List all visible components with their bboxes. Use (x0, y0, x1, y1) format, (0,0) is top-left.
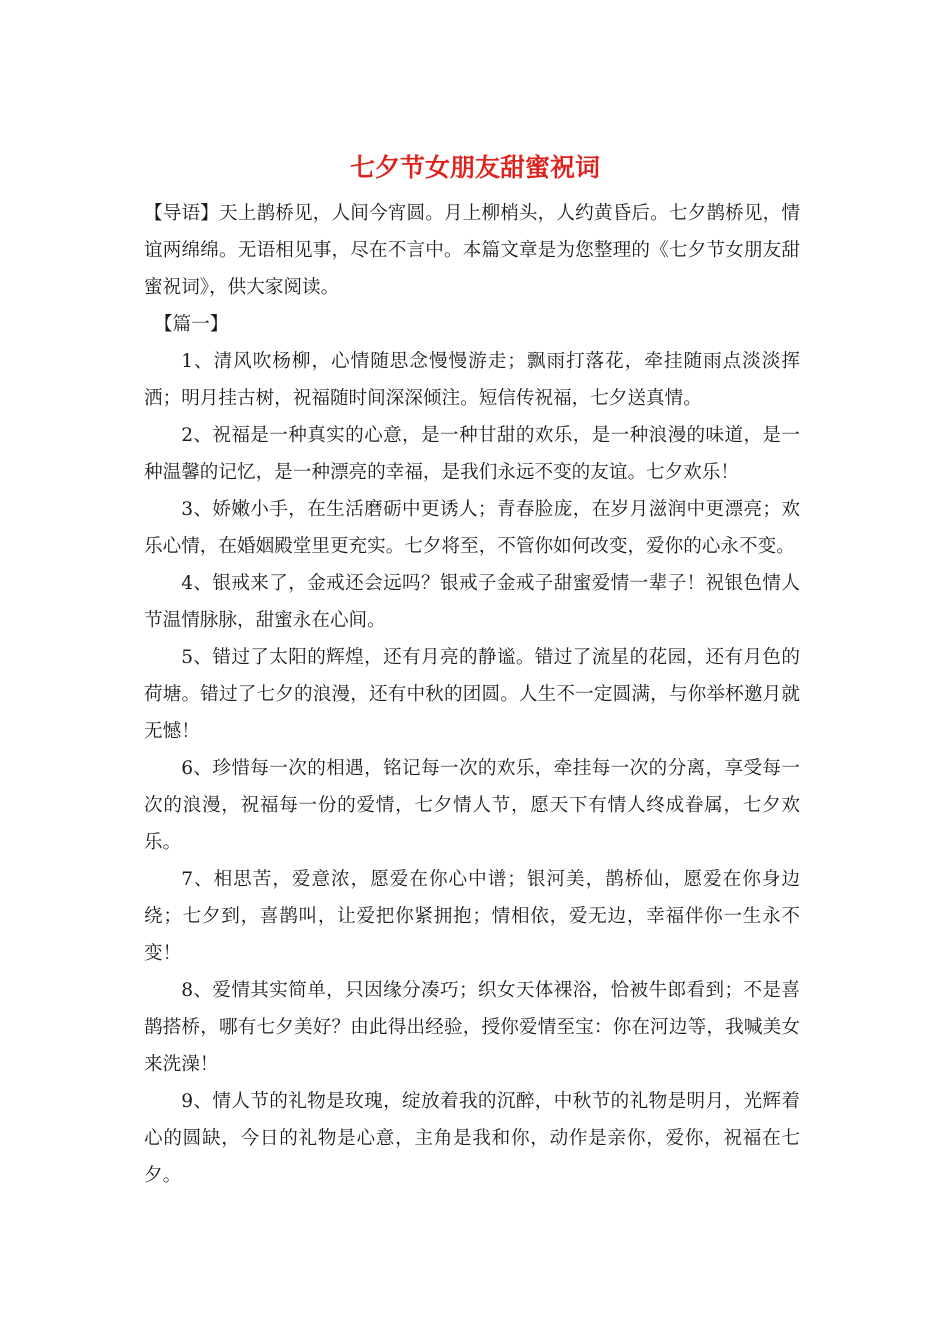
section-heading: 【篇一】 (154, 314, 229, 335)
list-item: 3、娇嫩小手，在生活磨砺中更诱人；青春脸庞，在岁月滋润中更漂亮；欢乐心情，在婚姻殿堂里更充实。七夕将至，不管你如何改变，爱你的心永不变。 (144, 499, 800, 557)
list-item: 2、祝福是一种真实的心意，是一种甘甜的欢乐，是一种浪漫的味道，是一种温馨的记忆，是一种漂亮的幸福，是我们永远不变的友谊。七夕欢乐！ (144, 425, 800, 483)
list-item: 1、清风吹杨柳，心情随思念慢慢游走；飘雨打落花，牵挂随雨点淡淡挥洒；明月挂古树，祝福随时间深深倾注。短信传祝福，七夕送真情。 (144, 351, 800, 409)
list-item: 9、情人节的礼物是玫瑰，绽放着我的沉醉，中秋节的礼物是明月，光辉着心的圆缺，今日的礼物是心意，主角是我和你，动作是亲你，爱你，祝福在七夕。 (144, 1091, 800, 1186)
document-title: 七夕节女朋友甜蜜祝词 (349, 153, 600, 182)
list-item: 7、相思苦，爱意浓，愿爱在你心中谱；银河美，鹊桥仙，愿爱在你身边绕；七夕到，喜鹊叫，让爱把你紧拥抱；情相依，爱无边，幸福伴你一生永不变！ (144, 869, 800, 964)
list-item: 5、错过了太阳的辉煌，还有月亮的静谧。错过了流星的花园，还有月色的荷塘。错过了七夕的浪漫，还有中秋的团圆。人生不一定圆满，与你举杯邀月就无憾！ (144, 647, 800, 742)
intro-paragraph: 【导语】天上鹊桥见，人间今宵圆。月上柳梢头，人约黄昏后。七夕鹊桥见，情谊两绵绵。无语相见事，尽在不言中。本篇文章是为您整理的《七夕节女朋友甜蜜祝词》，供大家阅读。 (144, 203, 800, 298)
list-item: 8、爱情其实简单，只因缘分凑巧；织女天体裸浴，恰被牛郎看到；不是喜鹊搭桥，哪有七夕美好？由此得出经验，授你爱情至宝：你在河边等，我喊美女来洗澡！ (144, 980, 800, 1075)
document-body (144, 195, 800, 1194)
list-item: 4、银戒来了，金戒还会远吗？银戒子金戒子甜蜜爱情一辈子！祝银色情人节温情脉脉，甜蜜永在心间。 (144, 573, 800, 631)
list-item: 6、珍惜每一次的相遇，铭记每一次的欢乐，牵挂每一次的分离，享受每一次的浪漫，祝福每一份的爱情，七夕情人节，愿天下有情人终成眷属，七夕欢乐。 (144, 758, 800, 853)
